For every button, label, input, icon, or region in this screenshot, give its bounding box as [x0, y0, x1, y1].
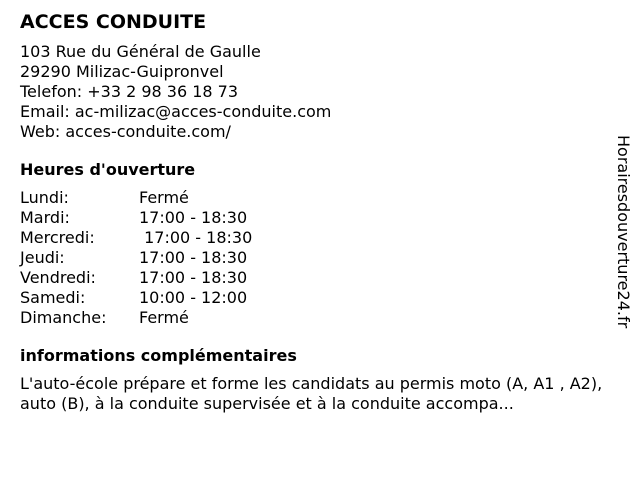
business-card — [20, 10, 615, 414]
hours-row-dimanche — [20, 308, 615, 328]
day-label: Samedi: — [20, 288, 86, 307]
day-hours: Fermé — [139, 188, 189, 207]
hours-heading: Heures d'ouverture — [20, 160, 196, 179]
day-hours: 17:00 - 18:30 — [139, 268, 248, 287]
email-line: Email: ac-milizac@acces-conduite.com — [20, 102, 332, 121]
hours-row-mardi — [20, 208, 615, 228]
site-watermark: Horairesdouverture24.fr — [614, 135, 633, 329]
day-hours: 17:00 - 18:30 — [139, 208, 248, 227]
day-label: Mardi: — [20, 208, 70, 227]
web-line: Web: acces-conduite.com/ — [20, 122, 231, 141]
day-hours: Fermé — [139, 308, 189, 327]
address-line-1: 103 Rue du Général de Gaulle — [20, 42, 261, 61]
day-hours: 17:00 - 18:30 — [139, 248, 248, 267]
day-hours: 10:00 - 12:00 — [139, 288, 248, 307]
day-label: Mercredi: — [20, 228, 95, 247]
address-line-2: 29290 Milizac-Guipronvel — [20, 62, 224, 81]
info-description: L'auto-école prépare et forme les candidats au permis moto (A, A1 , A2), auto (B), à la conduite supervisée et à la conduite accompa... — [20, 374, 603, 413]
hours-table — [20, 188, 615, 328]
business-name: ACCES CONDUITE — [20, 11, 207, 33]
day-label: Lundi: — [20, 188, 69, 207]
hours-row-samedi — [20, 288, 615, 308]
hours-row-mercredi — [20, 228, 615, 248]
day-label: Dimanche: — [20, 308, 107, 327]
phone-line: Telefon: +33 2 98 36 18 73 — [20, 82, 239, 101]
day-hours: 17:00 - 18:30 — [139, 228, 253, 247]
hours-row-jeudi — [20, 248, 615, 268]
day-label: Vendredi: — [20, 268, 96, 287]
day-label: Jeudi: — [20, 248, 65, 267]
hours-row-lundi — [20, 188, 615, 208]
info-heading: informations complémentaires — [20, 346, 297, 365]
hours-row-vendredi — [20, 268, 615, 288]
